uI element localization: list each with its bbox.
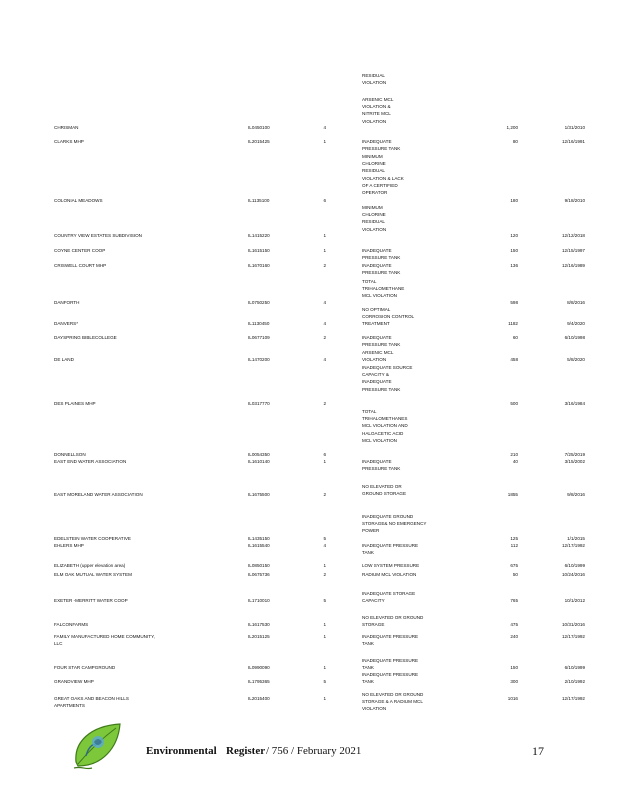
violation-line: CHLORINE — [362, 161, 386, 167]
system-name — [54, 299, 79, 306]
violation-line: PRESSURE TANK — [362, 270, 401, 276]
population: 300 — [510, 679, 518, 684]
violation-line: TRIHALOMETHANE — [362, 286, 405, 292]
system-id: IL0450100 — [248, 125, 270, 130]
system-id: IL1670160 — [248, 263, 270, 268]
violation-count: 5 — [323, 536, 326, 541]
violation-count: 5 — [323, 679, 326, 684]
violation-line: INADEQUATE — [362, 263, 392, 268]
system-name-line: ELM OAK MUTUAL WATER SYSTEM — [54, 572, 132, 577]
violation-date: 9/4/2020 — [567, 321, 585, 326]
violation-date: 10/31/2016 — [562, 622, 585, 627]
violation-line: INADEQUATE — [362, 379, 392, 385]
violation-line: PRESSURE TANK — [362, 342, 401, 348]
system-name — [54, 334, 117, 341]
violation-count: 1 — [323, 665, 326, 670]
system-name-line: COUNTRY VIEW ESTATES SUBDIVISION — [54, 233, 142, 238]
violation-line: INADEQUATE — [362, 335, 392, 340]
system-name — [54, 458, 126, 465]
violation-line: INADEQUATE SOURCE — [362, 365, 413, 370]
system-name-line: CLARKS MHP — [54, 139, 84, 144]
violation-line: TOTAL — [362, 409, 377, 414]
violation-line: NO OPTIMAL — [362, 307, 391, 312]
violation-line: RESIDUAL — [362, 73, 385, 78]
system-name-line: EDELSTEIN WATER COOPERATIVE — [54, 536, 131, 541]
system-id: IL1470200 — [248, 357, 270, 362]
violation-line: VIOLATION — [362, 226, 387, 232]
violation-line: TANK — [362, 550, 374, 556]
system-name — [54, 138, 84, 145]
violation-line: ARSENIC MCL — [362, 350, 394, 355]
violation-line: STORAGE — [362, 622, 385, 628]
system-id: IL0990090 — [248, 665, 270, 670]
system-name-line: DES PLAINES MHP — [54, 401, 96, 406]
violation-line: MCL VIOLATION — [362, 437, 397, 443]
system-id: IL1130450 — [248, 321, 270, 326]
system-id: IL1615540 — [248, 543, 270, 548]
system-name-line: GREAT OAKS AND BEACON HILLS — [54, 696, 129, 701]
violation-line: INADEQUATE — [362, 139, 392, 144]
system-name-line: DONNELLSON — [54, 452, 86, 457]
page-number: 17 — [532, 744, 544, 758]
violation-text — [362, 138, 472, 152]
system-id: IL1435150 — [248, 536, 270, 541]
system-name — [54, 621, 88, 628]
system-name — [54, 542, 84, 549]
violation-date: 7/25/2019 — [564, 452, 585, 457]
violation-text — [362, 633, 472, 647]
population: 675 — [510, 563, 518, 568]
system-id: IL1795365 — [248, 679, 270, 684]
violation-line: CAPACITY & — [362, 372, 389, 378]
violation-line: PRESSURE TANK — [362, 255, 401, 261]
violation-line: ARSENIC MCL — [362, 97, 394, 102]
violation-line: PRESSURE TANK — [362, 146, 401, 152]
violation-line: OPERATOR — [362, 189, 388, 195]
system-name — [54, 571, 132, 578]
page-footer — [0, 740, 618, 770]
population: 150 — [510, 665, 518, 670]
system-id: IL0677109 — [248, 335, 270, 340]
system-name — [54, 124, 79, 131]
violation-line: RADIUM MCL VIOLATION — [362, 572, 417, 577]
violation-line: NO ELEVATED OR GROUND — [362, 615, 424, 620]
violation-line: POWER — [362, 528, 380, 534]
violation-line: MCL VIOLATION — [362, 293, 397, 299]
violation-date: 2/10/1992 — [564, 679, 585, 684]
violation-text — [362, 408, 472, 444]
violation-count: 2 — [323, 263, 326, 268]
violation-text — [362, 204, 472, 233]
system-id: IL2015125 — [248, 634, 270, 639]
system-name — [54, 320, 78, 327]
violation-line: RESIDUAL — [362, 168, 385, 174]
system-name — [54, 262, 106, 269]
population: 240 — [510, 634, 518, 639]
violation-date: 9/18/2010 — [564, 198, 585, 203]
violation-text — [362, 96, 472, 125]
system-name-line: COYNE CENTER COOP — [54, 248, 106, 253]
system-name — [54, 597, 128, 604]
system-name — [54, 664, 115, 671]
system-id: IL1610140 — [248, 459, 270, 464]
violation-count: 2 — [323, 492, 326, 497]
violation-date: 6/10/1999 — [564, 563, 585, 568]
violation-text — [362, 614, 472, 628]
system-name-line: DE LAND — [54, 357, 74, 362]
violation-date: 8/8/2016 — [567, 300, 585, 305]
violation-text — [362, 153, 472, 196]
violation-line: TREATMENT — [362, 321, 390, 327]
system-name-line: EXETER -MERRITT WATER COOP — [54, 598, 128, 603]
violation-text — [362, 691, 472, 713]
system-name — [54, 232, 142, 239]
violation-date: 12/17/1992 — [562, 696, 585, 701]
population: 50 — [512, 572, 518, 577]
system-name-line: COLONIAL MEADOWS — [54, 198, 103, 203]
system-name-line: DANVERS* — [54, 321, 78, 326]
violation-count: 4 — [323, 300, 326, 305]
population: 180 — [510, 198, 518, 203]
violation-line: INADEQUATE — [362, 459, 392, 464]
population: 112 — [510, 543, 518, 548]
violation-text — [362, 562, 472, 569]
violation-text — [362, 247, 472, 261]
violation-count: 4 — [323, 321, 326, 326]
population: 458 — [510, 357, 518, 362]
violation-text — [362, 483, 472, 497]
system-name-line: EAST MORELAND WATER ASSOCIATION — [54, 492, 143, 497]
system-id: IL2015425 — [248, 139, 270, 144]
system-id: IL0850150 — [248, 563, 270, 568]
violation-line: MINIMUM — [362, 154, 383, 159]
violation-text — [362, 306, 472, 328]
violation-line: LOW SYSTEM PRESSURE — [362, 563, 420, 568]
system-name-line: FALCONFARMS — [54, 622, 89, 627]
system-name-line: DANFORTH — [54, 300, 80, 305]
population: 60 — [512, 335, 518, 340]
violation-date: 12/12/2018 — [562, 233, 585, 238]
violation-text — [362, 590, 472, 604]
issue-info: / 756 / February 2021 — [266, 745, 362, 757]
violation-date: 10/1/2012 — [564, 598, 585, 603]
publication-register: Register — [226, 745, 266, 757]
violation-count: 6 — [323, 198, 326, 203]
violation-text — [362, 657, 472, 671]
violation-line: VIOLATION & LACK — [362, 175, 404, 181]
violation-date: 12/16/1989 — [562, 263, 585, 268]
violation-line: CORROSION CONTROL — [362, 314, 415, 320]
violation-date: 9/8/2016 — [567, 492, 585, 497]
system-id: IL1675500 — [248, 492, 270, 497]
violation-text — [362, 278, 472, 300]
population: 40 — [512, 459, 518, 464]
system-id: IL1710010 — [248, 598, 270, 603]
system-name-line: APARTMENTS — [54, 703, 85, 709]
violation-count: 6 — [323, 452, 326, 457]
population: 80 — [512, 139, 518, 144]
violation-date: 1/31/2010 — [564, 125, 585, 130]
violation-date: 6/10/1999 — [564, 665, 585, 670]
population: 1,200 — [506, 125, 518, 130]
system-name-line: CHRISMAN — [54, 125, 79, 130]
system-id: IL2015400 — [248, 696, 270, 701]
violation-count: 5 — [323, 598, 326, 603]
violation-count: 1 — [323, 696, 326, 701]
violation-date: 12/17/1992 — [562, 543, 585, 548]
system-id: IL1415220 — [248, 233, 270, 238]
violation-count: 1 — [323, 139, 326, 144]
violation-count: 1 — [323, 459, 326, 464]
violation-line: HALOACETIC ACID — [362, 430, 404, 436]
violation-line: TANK — [362, 665, 374, 671]
system-name-line: GRANDVIEW MHP — [54, 679, 94, 684]
violation-line: RESIDUAL — [362, 219, 385, 225]
violation-count: 4 — [323, 357, 326, 362]
system-id: IL0054350 — [248, 452, 270, 457]
population: 136 — [510, 263, 518, 268]
violation-count: 2 — [323, 572, 326, 577]
violation-date: 3/16/1984 — [564, 401, 585, 406]
violation-line: NO ELEVATED OR — [362, 484, 402, 489]
violation-count: 1 — [323, 563, 326, 568]
violation-count: 2 — [323, 335, 326, 340]
system-name — [54, 197, 103, 204]
violation-count: 1 — [323, 622, 326, 627]
system-name — [54, 491, 143, 498]
violation-text — [362, 571, 472, 578]
system-name — [54, 695, 129, 709]
violation-line: OF A CERTIFIED — [362, 182, 398, 188]
population: 125 — [510, 536, 518, 541]
system-name-line: FOUR STAR CAMPGROUND — [54, 665, 116, 670]
violation-line: INADEQUATE GROUND — [362, 514, 414, 519]
violation-date: 1/1/2015 — [567, 536, 585, 541]
violation-line: STORAGE & A RADIUM MCL — [362, 699, 423, 705]
population: 1855 — [507, 492, 518, 497]
system-id: IL0750250 — [248, 300, 270, 305]
violation-count: 4 — [323, 543, 326, 548]
system-name — [54, 562, 125, 569]
violation-line: VIOLATION & — [362, 104, 391, 110]
population: 120 — [510, 233, 518, 238]
violation-text — [362, 334, 472, 348]
system-id: IL0675736 — [248, 572, 270, 577]
violation-line: TANK — [362, 641, 374, 647]
system-name-line: EAST END WATER ASSOCIATION — [54, 459, 127, 464]
violation-text — [362, 513, 472, 535]
violation-line: STORAGE& NO EMERGENCY — [362, 521, 427, 527]
violation-text — [362, 458, 472, 472]
violation-text — [362, 542, 472, 556]
violation-line: TANK — [362, 679, 374, 685]
system-name — [54, 400, 96, 407]
violation-line: INADEQUATE STORAGE — [362, 591, 416, 596]
violation-date: 10/24/2016 — [562, 572, 585, 577]
violation-line: GROUND STORAGE — [362, 491, 407, 497]
violation-line: INADEQUATE — [362, 248, 392, 253]
system-id: IL1615150 — [248, 248, 270, 253]
violation-line: INADEQUATE PRESSURE — [362, 658, 419, 663]
violation-text — [362, 349, 472, 363]
violation-line: CAPACITY — [362, 598, 385, 604]
system-id: IL1617530 — [248, 622, 270, 627]
system-name-line: ELIZABETH (upper elevation area) — [54, 563, 126, 568]
violation-line: VIOLATION — [362, 118, 387, 124]
violation-count: 1 — [323, 248, 326, 253]
violation-line: VIOLATION — [362, 357, 387, 363]
violation-line: MINIMUM — [362, 205, 383, 210]
violation-line: CHLORINE — [362, 212, 386, 218]
system-name-line: EHLERS MHP — [54, 543, 84, 548]
violation-line: VIOLATION — [362, 706, 387, 712]
population: 1016 — [507, 696, 518, 701]
violation-date: 12/16/1991 — [562, 139, 585, 144]
violation-count: 2 — [323, 401, 326, 406]
population: 210 — [510, 452, 518, 457]
population: 475 — [510, 622, 518, 627]
violation-text — [362, 72, 472, 86]
violation-line: PRESSURE TANK — [362, 386, 401, 392]
violation-count: 1 — [323, 634, 326, 639]
population: 500 — [510, 401, 518, 406]
system-name — [54, 633, 155, 647]
system-name-line: DAYSPRING BIBLECOLLEGE — [54, 335, 117, 340]
system-name — [54, 356, 74, 363]
violation-date: 5/8/2020 — [567, 357, 585, 362]
violation-line: NO ELEVATED OR GROUND — [362, 692, 424, 697]
violation-line: INADEQUATE PRESSURE — [362, 634, 419, 639]
population: 150 — [510, 248, 518, 253]
system-name-line: LLC — [54, 641, 63, 647]
population: 765 — [510, 598, 518, 603]
violation-line: PRESSURE TANK — [362, 466, 401, 472]
system-name — [54, 247, 105, 254]
system-id: IL0317770 — [248, 401, 270, 406]
violation-count: 1 — [323, 233, 326, 238]
violation-line: TRIHALOMETHANES — [362, 416, 408, 422]
violation-text — [362, 262, 472, 276]
system-name — [54, 678, 94, 685]
violation-line: NITRITE MCL — [362, 111, 391, 117]
violation-text — [362, 364, 472, 393]
violation-line: INADEQUATE PRESSURE — [362, 672, 419, 677]
violation-line: INADEQUATE PRESSURE — [362, 543, 419, 548]
violation-date: 3/15/2002 — [564, 459, 585, 464]
system-name-line: CRISWELL COURT MHP — [54, 263, 107, 268]
population: 1182 — [508, 321, 518, 326]
violation-line: VIOLATION — [362, 80, 387, 86]
violation-text — [362, 671, 472, 685]
system-id: IL1135100 — [248, 198, 270, 203]
violation-line: MCL VIOLATION AND — [362, 423, 408, 429]
system-name-line: FAMILY MANUFACTURED HOME COMMUNITY, — [54, 634, 155, 639]
violation-line: TOTAL — [362, 279, 377, 284]
violation-date: 6/10/1998 — [564, 335, 585, 340]
publication-name: Environmental — [146, 745, 217, 757]
violation-date: 12/15/1997 — [562, 248, 585, 253]
violation-count: 4 — [323, 125, 326, 130]
violation-date: 12/17/1992 — [562, 634, 585, 639]
population: 598 — [510, 300, 518, 305]
